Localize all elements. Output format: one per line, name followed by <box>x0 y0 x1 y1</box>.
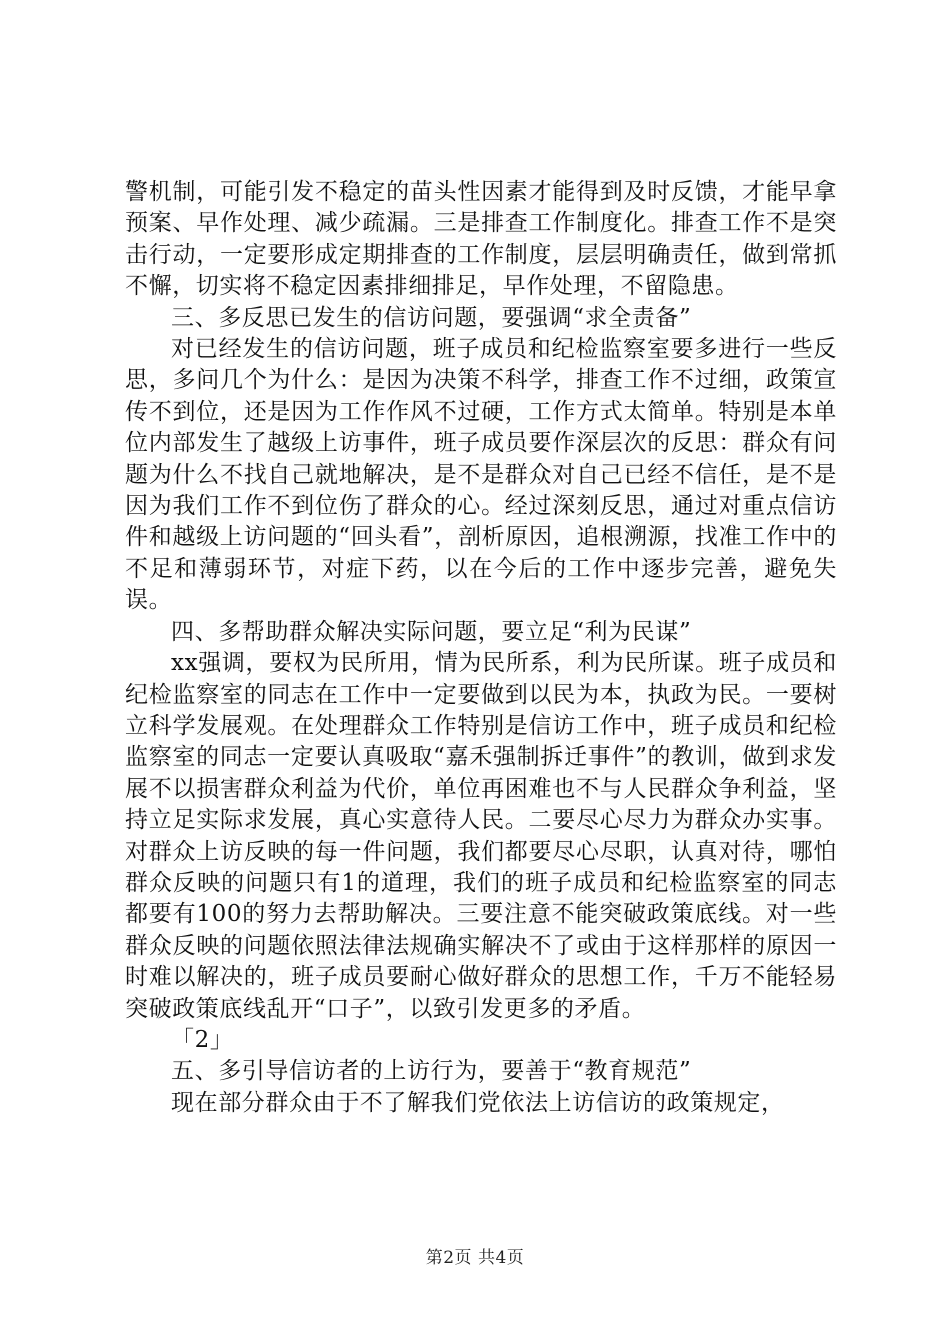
paragraph-section-5: 现在部分群众由于不了解我们党依法上访信访的政策规定， <box>171 1089 785 1116</box>
page-number: 第2页 共4页 <box>425 1248 525 1268</box>
section-heading-5: 五、多引导信访者的上访行为，要善于“教育规范” <box>171 1058 692 1085</box>
footnote-marker: 「2」 <box>171 1026 234 1053</box>
section-heading-3: 三、多反思已发生的信访问题，要强调“求全责备” <box>171 304 692 331</box>
paragraph-continuation: 警机制，可能引发不稳定的苗头性因素才能得到及时反馈，才能早拿预案、早作处理、减少疏漏。三是排查工作制度化。排查工作不是突击行动，一定要形成定期排查的工作制度，层层明确责任，做到常抓不懈，切实将不稳定因素排细排足，早作处理，不留隐患。 <box>125 179 837 300</box>
paragraph-section-4: xx强调，要权为民所用，情为民所系，利为民所谋。班子成员和纪检监察室的同志在工作中一定要做到以民为本，执政为民。一要树立科学发展观。在处理群众工作特别是信访工作中，班子成员和纪检监察室的同志一定要认真吸取“嘉禾强制拆迁事件”的教训，做到求发展不以损害群众利益为代价，单位再困难也不与人民群众争利益，坚持立足实际求发展，真心实意待人民。二要尽心尽力为群众办实事。对群众上访反映的每一件问题，我们都要尽心尽职，认真对待，哪怕群众反映的问题只有1的道理，我们的班子成员和纪检监察室的同志都要有100的努力去帮助解决。三要注意不能突破政策底线。对一些群众反映的问题依照法律法规确实解决不了或由于这样那样的原因一时难以解决的，班子成员要耐心做好群众的思想工作，千万不能轻易突破政策底线乱开“口子”，以致引发更多的矛盾。 <box>125 650 837 1022</box>
body-text <box>125 177 837 1119</box>
section-heading-4: 四、多帮助群众解决实际问题，要立足“利为民谋” <box>171 618 692 645</box>
paragraph-section-3: 对已经发生的信访问题，班子成员和纪检监察室要多进行一些反思，多问几个为什么：是因为决策不科学，排查工作不过细，政策宣传不到位，还是因为工作作风不过硬，工作方式太简单。特别是本单位内部发生了越级上访事件，班子成员要作深层次的反思：群众有问题为什么不找自己就地解决，是不是群众对自己已经不信任，是不是因为我们工作不到位伤了群众的心。经过深刻反思，通过对重点信访件和越级上访问题的“回头看”，剖析原因，追根溯源，找准工作中的不足和薄弱环节，对症下药，以在今后的工作中逐步完善，避免失误。 <box>125 336 837 614</box>
